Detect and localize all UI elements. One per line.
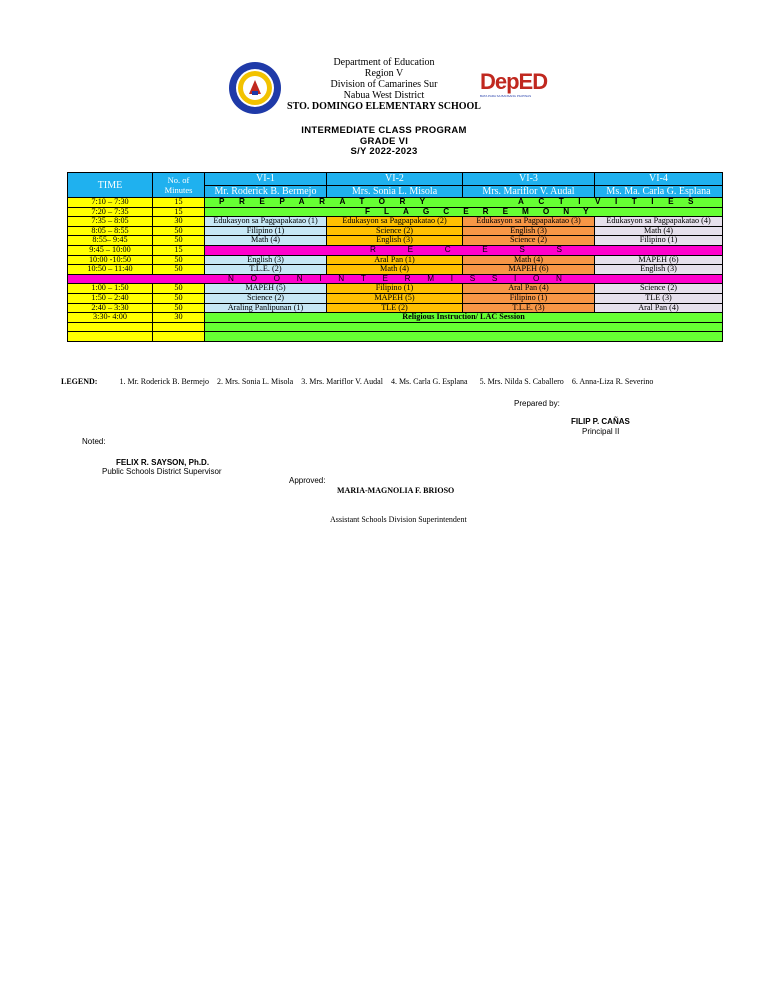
time-cell: 7:10 – 7:30	[68, 198, 153, 208]
banner-letter: N	[296, 274, 303, 283]
banner-letter: T	[360, 274, 366, 283]
time-cell: 8:05 – 8:55	[68, 226, 153, 236]
legend-item: 5. Mrs. Nilda S. Caballero	[479, 377, 564, 386]
time-cell: 7:35 – 8:05	[68, 217, 153, 227]
time-cell: 9:45 – 10:00	[68, 245, 153, 255]
banner-letter: M	[427, 274, 435, 283]
subject-cell: English (3)	[463, 226, 595, 236]
program-title: INTERMEDIATE CLASS PROGRAM	[301, 125, 467, 136]
table-row	[68, 207, 723, 217]
grade-title: GRADE VI	[359, 135, 409, 147]
legend-item: 4. Ms. Carla G. Esplana	[390, 377, 468, 386]
section-vi3-adviser: Mrs. Mariflor V. Audal	[463, 185, 595, 198]
table-header-row-1	[68, 173, 723, 186]
subject-cell: Araling Panlipunan (1)	[205, 303, 327, 313]
table-row	[68, 245, 723, 255]
minutes-cell: 30	[153, 313, 205, 323]
minutes-cell: 50	[153, 284, 205, 294]
banner-letter: E	[382, 274, 388, 283]
banner-letter: S	[469, 274, 476, 283]
subject-cell: MAPEH (5)	[327, 293, 463, 303]
letterhead-line-1: Department of Education	[333, 57, 435, 68]
subject-cell: Aral Pan (4)	[595, 303, 723, 313]
section-vi1-code: VI-1	[205, 173, 327, 186]
religious-instruction-cell: Religious Instruction/ LAC Session	[205, 313, 723, 323]
banner-letter: C	[444, 245, 451, 254]
section-vi3-code: VI-3	[463, 173, 595, 186]
time-cell: 3:30- 4:00	[68, 313, 153, 323]
subject-cell: T.L.E. (2)	[205, 265, 327, 275]
legend-item: 2. Mrs. Sonia L. Misola	[217, 377, 294, 386]
subject-cell: MAPEH (5)	[205, 284, 327, 294]
letterhead-line-4: Nabua West District	[343, 90, 425, 101]
minutes-cell: 50	[153, 255, 205, 265]
subject-cell: Edukasyon sa Pagpapakatao (2)	[327, 217, 463, 227]
legend-label: LEGEND:	[61, 377, 98, 386]
minutes-cell: 50	[153, 236, 205, 246]
section-vi1-adviser: Mr. Roderick B. Bermejo	[205, 185, 327, 198]
table-row	[68, 226, 723, 236]
time-cell: 2:40 – 3:30	[68, 303, 153, 313]
subject-cell: Filipino (1)	[205, 226, 327, 236]
table-row	[68, 313, 723, 323]
minutes-cell: 15	[153, 245, 205, 255]
subject-cell: Filipino (1)	[327, 284, 463, 294]
minutes-cell: 30	[153, 217, 205, 227]
table-row	[68, 303, 723, 313]
letterhead-line-3: Division of Camarines Sur	[330, 79, 438, 90]
noted-name: FELIX R. SAYSON, Ph.D.	[116, 458, 210, 467]
minutes-cell: 50	[153, 226, 205, 236]
banner-letter: I	[319, 274, 322, 283]
time-cell: 8:55– 9:45	[68, 236, 153, 246]
minutes-cell: 15	[153, 198, 205, 208]
banner-letter: I	[513, 274, 517, 283]
letterhead-line-2: Region V	[364, 68, 404, 79]
noon-intermission-banner	[68, 274, 723, 284]
subject-cell: English (3)	[205, 255, 327, 265]
banner-letter: E	[482, 245, 488, 254]
table-row	[68, 265, 723, 275]
subject-cell: TLE (2)	[327, 303, 463, 313]
banner-letter: O	[250, 274, 257, 283]
minutes-cell: 15	[153, 207, 205, 217]
banner-letter: S	[491, 274, 498, 283]
subject-cell: MAPEH (6)	[463, 265, 595, 275]
minutes-cell: 50	[153, 303, 205, 313]
time-cell: 1:00 – 1:50	[68, 284, 153, 294]
subject-cell: TLE (3)	[595, 293, 723, 303]
legend-item: 6. Anna-Liza R. Severino	[571, 377, 654, 386]
table-row	[68, 255, 723, 265]
subject-cell: Aral Pan (4)	[463, 284, 595, 294]
letterhead	[234, 57, 534, 112]
subject-cell: Science (2)	[595, 284, 723, 294]
subject-cell: T.L.E. (3)	[463, 303, 595, 313]
subject-cell: Aral Pan (1)	[327, 255, 463, 265]
minutes-header: No. of Minutes	[153, 173, 205, 198]
prepared-by-label: Prepared by:	[514, 399, 560, 408]
table-row	[68, 217, 723, 227]
noted-label: Noted:	[82, 437, 106, 446]
deped-logo-subtext: BATA PARA SA BANSANG PILIPINAS	[480, 94, 532, 98]
subject-cell: Math (4)	[595, 226, 723, 236]
table-row	[68, 236, 723, 246]
school-name: STO. DOMINGO ELEMENTARY SCHOOL	[287, 101, 481, 112]
recess-banner	[205, 245, 723, 255]
time-cell: 10:50 – 11:40	[68, 265, 153, 275]
banner-letter: S	[519, 245, 525, 254]
subject-cell: Science (2)	[327, 226, 463, 236]
section-vi2-adviser: Mrs. Sonia L. Misola	[327, 185, 463, 198]
banner-word: ACTIVITIES	[517, 197, 708, 206]
deped-logo-text: DepED	[480, 69, 548, 94]
minutes-cell: 50	[153, 265, 205, 275]
subject-cell: Science (2)	[463, 236, 595, 246]
time-cell: 10:00 -10:50	[68, 255, 153, 265]
subject-cell: Edukasyon sa Pagpapakatao (4)	[595, 217, 723, 227]
time-header: TIME	[68, 173, 153, 198]
banner-letter: E	[407, 245, 414, 254]
banner-letter: O	[532, 274, 540, 283]
approved-name: MARIA-MAGNOLIA F. BRIOSO	[337, 486, 455, 495]
program-title-block	[234, 126, 534, 158]
subject-cell: Math (4)	[205, 236, 327, 246]
class-program-table	[67, 172, 723, 342]
legend-item: 3. Mrs. Mariflor V. Audal	[301, 377, 383, 386]
time-cell: 1:50 – 2:40	[68, 293, 153, 303]
section-vi4-code: VI-4	[595, 173, 723, 186]
table-row	[68, 293, 723, 303]
minutes-cell: 50	[153, 293, 205, 303]
banner-letter: R	[370, 245, 376, 254]
school-year-title: S/Y 2022-2023	[350, 146, 418, 157]
subject-cell: Filipino (1)	[595, 236, 723, 246]
prepared-by-name: FILIP P. CAÑAS	[571, 417, 630, 426]
preparatory-activities-banner	[205, 198, 723, 208]
subject-cell: Math (4)	[327, 265, 463, 275]
section-vi2-code: VI-2	[327, 173, 463, 186]
noted-title: Public Schools District Supervisor	[102, 467, 222, 476]
table-row	[68, 274, 723, 284]
subject-cell: Math (4)	[463, 255, 595, 265]
subject-cell: Edukasyon sa Pagpapakatao (3)	[463, 217, 595, 227]
banner-letter: I	[450, 274, 454, 283]
banner-word: CEREMONY	[443, 207, 603, 216]
legend-item: 1. Mr. Roderick B. Bermejo	[119, 377, 209, 386]
banner-letter: O	[273, 274, 281, 283]
approved-title: Assistant Schools Division Superintendent	[330, 515, 467, 524]
approved-label: Approved:	[289, 476, 326, 485]
table-row	[68, 198, 723, 208]
banner-letter: N	[228, 274, 234, 283]
banner-letter: N	[555, 274, 562, 283]
subject-cell: MAPEH (6)	[595, 255, 723, 265]
subject-cell: Filipino (1)	[463, 293, 595, 303]
flag-ceremony-banner	[205, 207, 723, 217]
table-row-blank	[68, 332, 723, 342]
section-vi4-adviser: Ms. Ma. Carla G. Esplana	[595, 185, 723, 198]
subject-cell: Science (2)	[205, 293, 327, 303]
legend	[61, 377, 653, 386]
banner-word: FLAG	[365, 207, 444, 216]
subject-cell: English (3)	[327, 236, 463, 246]
banner-letter: R	[404, 274, 411, 283]
table-row	[68, 284, 723, 294]
banner-letter: N	[338, 274, 345, 283]
table-row-blank	[68, 322, 723, 332]
subject-cell: English (3)	[595, 265, 723, 275]
banner-word: PREPARATORY	[219, 197, 440, 206]
time-cell: 7:20 – 7:35	[68, 207, 153, 217]
banner-letter: S	[556, 245, 562, 254]
prepared-by-title: Principal II	[582, 427, 620, 436]
subject-cell: Edukasyon sa Pagpapakatao (1)	[205, 217, 327, 227]
